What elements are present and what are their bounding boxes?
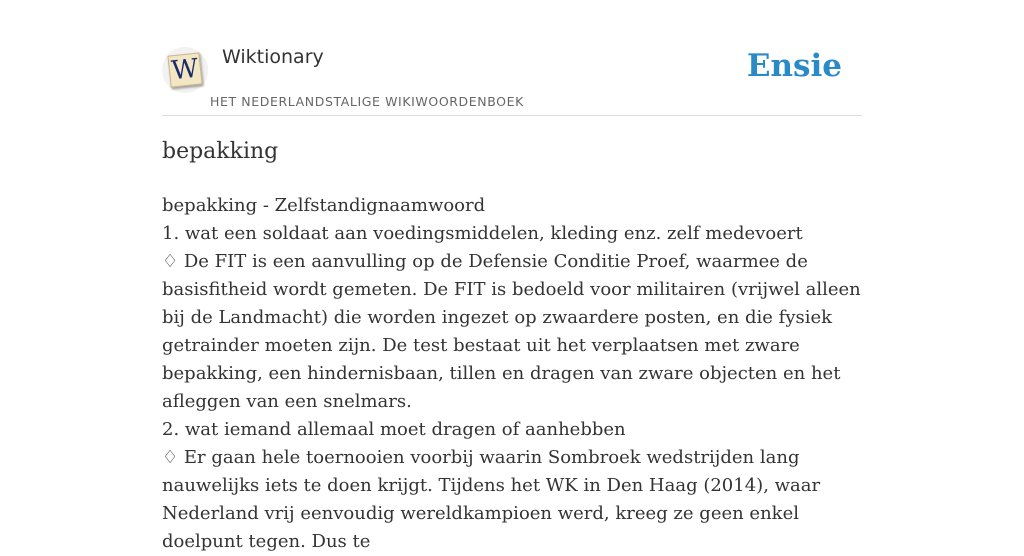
site-header: [162, 0, 862, 116]
definition-1: 1. wat een soldaat aan voedingsmiddelen, kleding enz. zelf medevoert: [162, 223, 803, 244]
site-subtitle: HET NEDERLANDSTALIGE WIKIWOORDENBOEK: [210, 94, 524, 109]
page-container: [162, 0, 862, 552]
entry-heading: bepakking - Zelfstandignaamwoord: [162, 195, 486, 216]
page-title: bepakking: [162, 139, 279, 164]
example-1: ♢ De FIT is een aanvulling op de Defensie Conditie Proef, waarmee de basisfitheid wordt gemeten. De FIT is bedoeld voor militairen (vrijwel alleen bij de Landmacht) die worden ingezet op zwaardere posten, en die fysiek getrainder moeten zijn. De test bestaat uit het verplaatsen met zware bepakking, een hindernisbaan, tillen en dragen van zware objecten en het afleggen van een snelmars.: [162, 251, 861, 412]
ensie-brand-logo[interactable]: Ensie: [746, 48, 842, 84]
example-2: ♢ Er gaan hele toernooien voorbij waarin Sombroek wedstrijden lang nauwelijks iets te doen krijgt. Tijdens het WK in Den Haag (2014), waar Nederland vrij eenvoudig wereldkampioen werd, kreeg ze geen enkel doelpunt tegen. Dus te: [162, 447, 821, 552]
definition-2: 2. wat iemand allemaal moet dragen of aanhebben: [162, 419, 626, 440]
site-title[interactable]: Wiktionary: [222, 46, 324, 68]
entry-content: [162, 192, 862, 556]
wiktionary-logo[interactable]: [162, 47, 208, 93]
logo-tile-icon: W: [167, 52, 202, 87]
